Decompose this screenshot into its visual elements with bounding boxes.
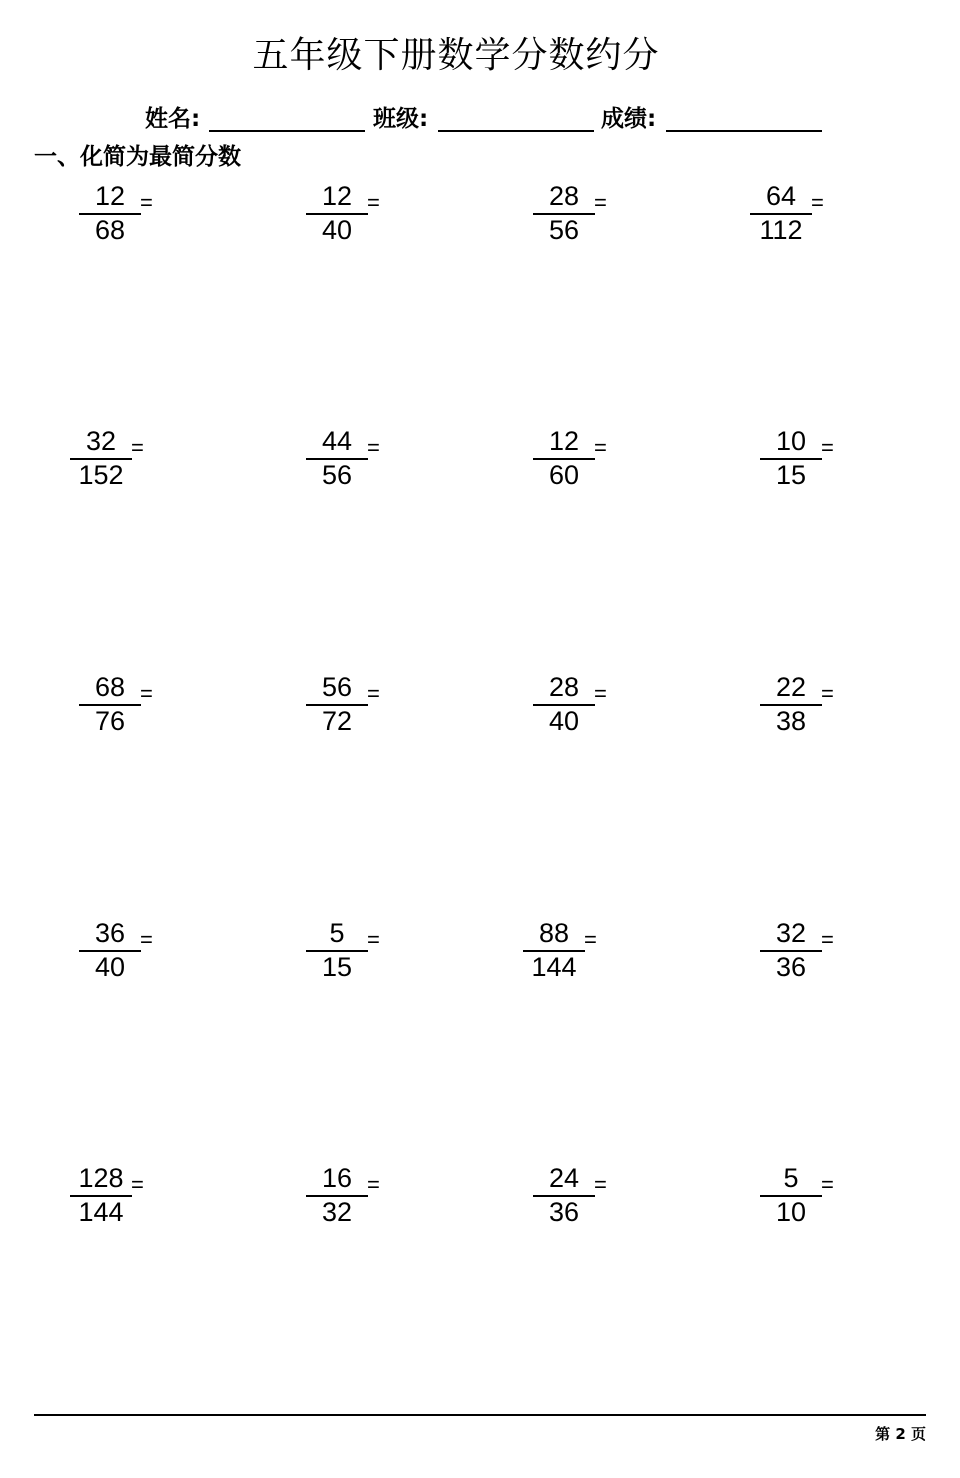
numerator: 5 <box>783 1163 799 1193</box>
fraction <box>760 1162 822 1232</box>
fraction <box>79 180 141 250</box>
equals-sign: = <box>594 1172 607 1197</box>
equals-sign: = <box>821 927 834 952</box>
fraction <box>306 1162 368 1232</box>
numerator: 88 <box>538 918 570 948</box>
numerator: 16 <box>321 1163 353 1193</box>
fraction-problem <box>306 1162 416 1232</box>
numerator: 128 <box>78 1163 124 1193</box>
numerator: 24 <box>548 1163 580 1193</box>
fraction-problem <box>533 180 643 250</box>
fraction <box>70 425 132 495</box>
equals-sign: = <box>367 190 380 215</box>
numerator: 10 <box>775 426 807 456</box>
equals-sign: = <box>367 681 380 706</box>
numerator: 5 <box>329 918 345 948</box>
denominator: 15 <box>321 952 353 982</box>
numerator: 68 <box>94 672 126 702</box>
fraction-problem <box>79 671 189 741</box>
fraction <box>523 917 585 987</box>
fraction-problem <box>533 1162 643 1232</box>
numerator: 12 <box>548 426 580 456</box>
fraction <box>533 1162 595 1232</box>
equals-sign: = <box>367 1172 380 1197</box>
fraction <box>79 671 141 741</box>
fraction <box>306 671 368 741</box>
fraction-problem <box>70 425 180 495</box>
numerator: 56 <box>321 672 353 702</box>
fraction <box>306 425 368 495</box>
fraction-problem <box>79 180 189 250</box>
fraction-problem <box>760 671 870 741</box>
numerator: 32 <box>775 918 807 948</box>
numerator: 28 <box>548 181 580 211</box>
class-label: 班级: <box>373 106 429 132</box>
fraction <box>760 425 822 495</box>
score-blank <box>666 130 822 132</box>
fraction-problem <box>750 180 860 250</box>
denominator: 112 <box>759 215 803 245</box>
denominator: 72 <box>321 706 353 736</box>
score-label: 成绩: <box>601 106 657 132</box>
denominator: 36 <box>548 1197 580 1227</box>
equals-sign: = <box>140 190 153 215</box>
fraction-problem <box>760 917 870 987</box>
fraction-problem <box>306 180 416 250</box>
fraction <box>760 917 822 987</box>
fraction <box>533 671 595 741</box>
page-number: 第 2 页 <box>875 1425 926 1443</box>
equals-sign: = <box>594 190 607 215</box>
fraction-problem <box>533 425 643 495</box>
numerator: 64 <box>765 181 797 211</box>
numerator: 36 <box>94 918 126 948</box>
denominator: 38 <box>775 706 807 736</box>
numerator: 22 <box>775 672 807 702</box>
footer-divider <box>34 1414 926 1416</box>
fraction-problem <box>760 425 870 495</box>
fraction <box>70 1162 132 1232</box>
fraction <box>760 671 822 741</box>
denominator: 144 <box>78 1197 124 1227</box>
numerator: 44 <box>321 426 353 456</box>
equals-sign: = <box>594 681 607 706</box>
equals-sign: = <box>367 927 380 952</box>
equals-sign: = <box>140 927 153 952</box>
fraction <box>306 917 368 987</box>
fraction-problem <box>306 671 416 741</box>
fraction-problem <box>533 671 643 741</box>
denominator: 15 <box>775 460 807 490</box>
fraction-problem <box>523 917 633 987</box>
equals-sign: = <box>584 927 597 952</box>
worksheet-title: 五年级下册数学分数约分 <box>252 35 660 76</box>
denominator: 40 <box>321 215 353 245</box>
denominator: 56 <box>321 460 353 490</box>
fraction-problem <box>70 1162 180 1232</box>
equals-sign: = <box>140 681 153 706</box>
section-heading: 一、化简为最简分数 <box>34 144 241 170</box>
fraction <box>533 425 595 495</box>
class-blank <box>438 130 594 132</box>
denominator: 36 <box>775 952 807 982</box>
denominator: 76 <box>94 706 126 736</box>
equals-sign: = <box>821 1172 834 1197</box>
equals-sign: = <box>367 435 380 460</box>
denominator: 10 <box>775 1197 807 1227</box>
equals-sign: = <box>594 435 607 460</box>
equals-sign: = <box>821 681 834 706</box>
denominator: 68 <box>94 215 126 245</box>
fraction-problem <box>306 425 416 495</box>
fraction <box>79 917 141 987</box>
fraction <box>750 180 812 250</box>
fraction-problem <box>79 917 189 987</box>
numerator: 32 <box>85 426 117 456</box>
fraction-problem <box>760 1162 870 1232</box>
denominator: 32 <box>321 1197 353 1227</box>
numerator: 12 <box>321 181 353 211</box>
numerator: 12 <box>94 181 126 211</box>
fraction-problem <box>306 917 416 987</box>
numerator: 28 <box>548 672 580 702</box>
name-label: 姓名: <box>145 106 201 132</box>
equals-sign: = <box>131 435 144 460</box>
equals-sign: = <box>811 190 824 215</box>
denominator: 152 <box>78 460 124 490</box>
denominator: 40 <box>548 706 580 736</box>
denominator: 56 <box>548 215 580 245</box>
fraction <box>306 180 368 250</box>
denominator: 144 <box>531 952 577 982</box>
denominator: 60 <box>548 460 580 490</box>
fraction <box>533 180 595 250</box>
equals-sign: = <box>821 435 834 460</box>
denominator: 40 <box>94 952 126 982</box>
name-blank <box>209 130 365 132</box>
equals-sign: = <box>131 1172 144 1197</box>
